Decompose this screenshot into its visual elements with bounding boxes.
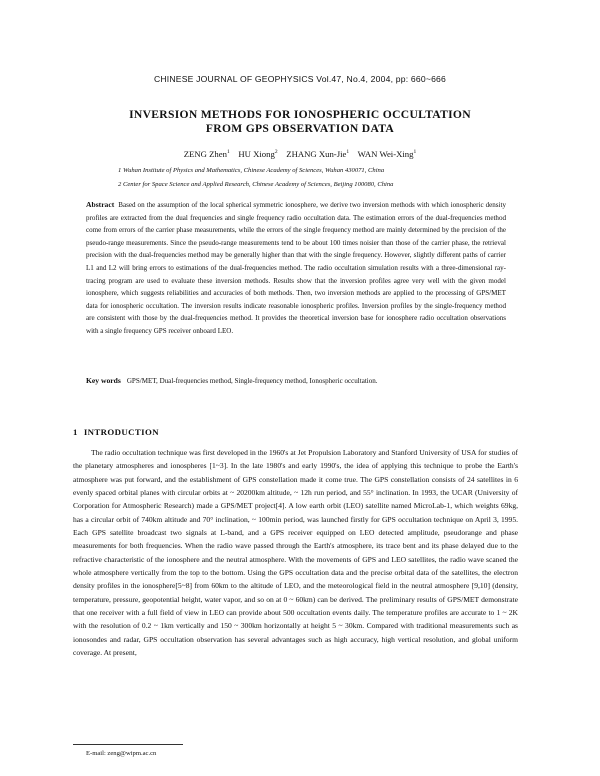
footnote-rule <box>73 744 183 745</box>
journal-header: CHINESE JOURNAL OF GEOPHYSICS Vol.47, No.4, 2004, pp: 660~666 <box>153 74 447 84</box>
title-line-1: INVERSION METHODS FOR IONOSPHERIC OCCULTATION <box>129 108 471 121</box>
author-affiliation-mark: 1 <box>346 149 350 156</box>
author-name: ZENG Zhen <box>183 149 227 159</box>
keywords <box>86 376 506 385</box>
keywords-text: GPS/MET, Dual-frequencies method, Single-frequency method, Ionospheric occultation. <box>126 377 378 385</box>
abstract-label: Abstract <box>86 200 115 209</box>
paper-title <box>0 108 600 136</box>
section-number: 1 <box>73 427 78 437</box>
author-affiliation-mark: 2 <box>274 149 278 156</box>
introduction-body <box>73 446 518 660</box>
section-title: INTRODUCTION <box>83 427 159 437</box>
author-affiliation-mark: 1 <box>413 149 417 156</box>
keywords-label: Key words <box>86 376 121 385</box>
title-line-2: FROM GPS OBSERVATION DATA <box>205 122 395 135</box>
affiliation-1: 1 Wuhan Institute of Physics and Mathematics, Chinese Academy of Sciences, Wuhan 430071, China <box>118 167 385 174</box>
introduction-paragraph: The radio occultation technique was first developed in the 1960's at Jet Propulsion Laboratory and Stanford University of USA for studies of the planetary atmospheres and ionospheres [1~3]. In the late 1980's and early 1990's, the idea of applying this technique to probe the Earth's atmosphere was put forward, and the establishment of GPS constellation made it come true. The GPS constellation consists of 24 satellites in 6 evenly spaced orbital planes with circular orbits at ~ 20200km altitude, ~ 12h run period, and 55° inclination. In 1993, the UCAR (University of Corporation for Atmospheric Research) made a GPS/MET project[4]. A low earth orbit (LEO) satellite named MicroLab-1, which weights 69kg, has a circular orbit of 740km altitude and 70° inclination, ~ 100min period, was launched firstly for GPS occultation technique on April 3, 1995. Each GPS satellite broadcast two signals at L-band, and a GPS receiver equipped on LEO detected amplitude, pseudorange and phase measurements for both frequencies. When the radio wave passed through the Earth's atmosphere, its trace bent and its phase delayed due to the refractive characteristic of the ionosphere and the neutral atmosphere. With the movements of GPS and LEO satellites, the radio wave scaned the whole atmosphere vertically from the top to the bottom. Using the GPS occultation data and the precise orbital data of the satellites, the electron density profiles in the ionosphere[5~8] from 60km to the altitude of LEO, and the meteorological field in the neutral atmosphere [9,10] (density, temperature, pressure, geopotential height, water vapor, and so on at 0 ~ 60km) can be derived. The preliminary results of GPS/MET demonstrate that one receiver with a full field of view in LEO can provide about 500 occultation events daily. The temperature profiles are accurate to 1 ~ 2K with the resolution of 0.2 ~ 1km vertically and 150 ~ 300km horizontally at height 5 ~ 30km. Compared with traditional measurements such as ionosondes and radar, GPS occultation observation has several advantages such as high accuracy, high vertical resolution, and global uniform coverage. At present, <box>73 448 518 658</box>
author-list <box>0 149 600 159</box>
footnote-email: E-mail: zeng@wipm.ac.cn <box>86 750 157 757</box>
abstract-text: Based on the assumption of the local spherical symmetric ionosphere, we derive two inversion methods with which ionospheric density profiles are extracted from the dual frequencies and single frequency radio occultation data. The estimation errors of the dual-frequencies method come from errors of the carrier phase measurements, while the errors of the single frequency method are mainly determined by the precision of the pseudo-range measurements. Since the pseudo-range measurements tend to be about 100 times noisier than those of the carrier phase, the retrieval precision with the dual-frequencies method may be generally higher than that with the single frequency. However, slightly different paths of carrier L1 and L2 will bring errors to estimations of the dual-frequencies method. The radio occultation simulation results with a three-dimensional ray-tracing program are used to evaluate these inversion methods. Results show that the inversion profiles agree very well with the given model ionosphere, which suggests reliabilities and accuracies of both methods. Then, two inversion methods are applied to the processing of GPS/MET data for ionospheric occultation. The inversion results indicate reasonable ionospheric profiles. Inversion profiles by the single-frequency method are consistent with those by the dual-frequencies method. It provides the theoretical inversion base for ionosphere radio occultation observations with a single frequency GPS receiver onboard LEO. <box>86 201 506 335</box>
author-name: HU Xiong <box>238 149 275 159</box>
section-heading <box>73 427 159 437</box>
affiliation-2: 2 Center for Space Science and Applied Research, Chinese Academy of Sciences, Beijing 100080, China <box>118 181 394 188</box>
author-name: WAN Wei-Xing <box>357 149 414 159</box>
abstract <box>86 199 506 338</box>
author-name: ZHANG Xun-Jie <box>286 149 347 159</box>
author-affiliation-mark: 1 <box>226 149 230 156</box>
